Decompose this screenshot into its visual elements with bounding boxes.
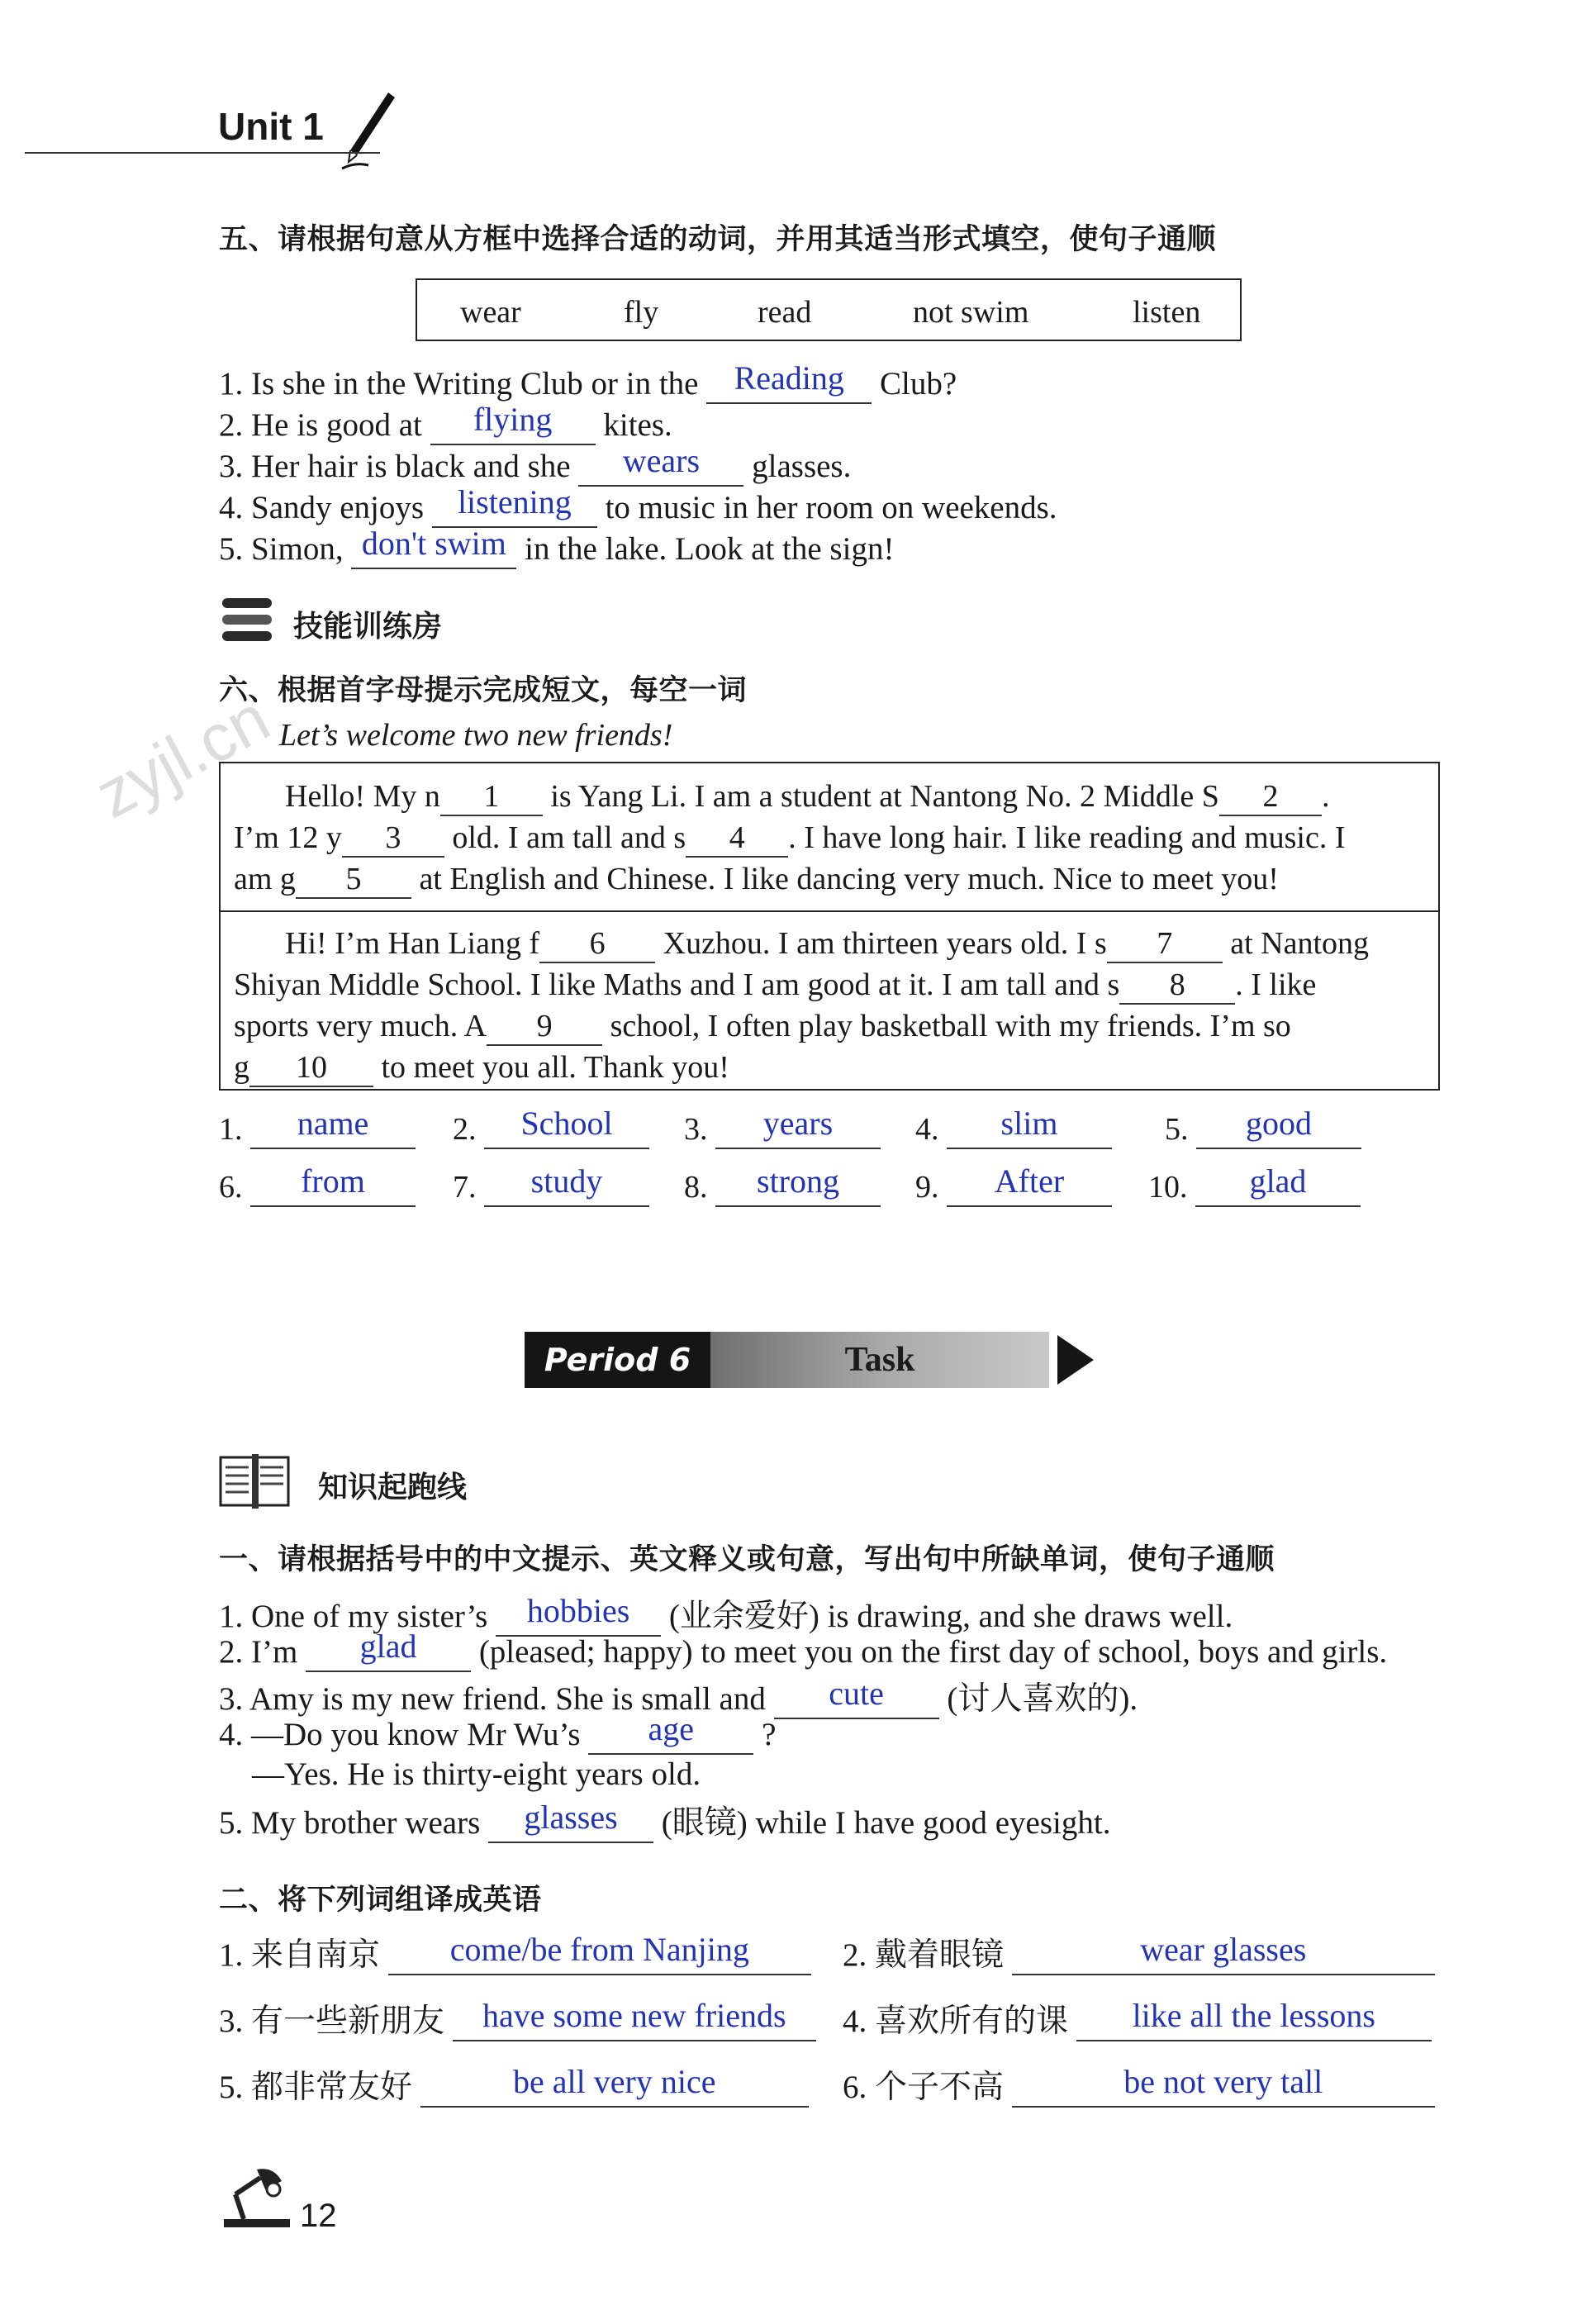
period-title: Task <box>710 1332 1049 1388</box>
exercise-item: 5. Simon, don't swim in the lake. Look at the sign! <box>219 529 894 569</box>
passage-line: I’m 12 y 3 old. I am tall and s 4 . I have long hair. I like reading and music. I <box>234 820 1346 858</box>
section5-heading: 五、请根据句意从方框中选择合适的动词，并用其适当形式填空，使句子通顺 <box>219 223 1217 256</box>
passage-box <box>219 762 1440 1091</box>
answer-blank: glasses <box>488 1803 653 1843</box>
answer-blank: glad <box>306 1632 471 1672</box>
knowledge-label: 知识起跑线 <box>318 1471 468 1504</box>
translation-item: 2. 戴着眼镜 wear glasses <box>843 1929 1435 1975</box>
exercise-item: —Yes. He is thirty-eight years old. <box>252 1756 701 1792</box>
pen-icon <box>339 89 397 176</box>
answer-item: 2. School <box>453 1109 649 1149</box>
exercise-item: 4. —Do you know Mr Wu’s age ? <box>219 1714 776 1755</box>
arrow-right-icon <box>1057 1335 1094 1385</box>
period-label: Period 6 <box>525 1332 710 1388</box>
answer-blank: age <box>588 1714 753 1755</box>
answer-blank: hobbies <box>496 1596 661 1637</box>
passage-line: g 10 to meet you all. Thank you! <box>234 1049 729 1087</box>
exercise-item: 2. I’m glad (pleased; happy) to meet you on the first day of school, boys and girls. <box>219 1632 1387 1672</box>
passage-line: Shiyan Middle School. I like Maths and I am good at it. I am tall and s 8 . I like <box>234 967 1316 1005</box>
answer-blank: listening <box>432 487 597 528</box>
unit-title: Unit 1 <box>218 105 324 148</box>
answer-item: 7. study <box>453 1167 649 1207</box>
box-word: wear <box>460 295 521 330</box>
exercise-item: 5. My brother wears glasses (眼镜) while I have good eyesight. <box>219 1797 1110 1843</box>
translation-item: 5. 都非常友好 be all very nice <box>219 2061 809 2108</box>
answer-blank: Reading <box>706 364 872 404</box>
answer-item: 8. strong <box>684 1167 881 1207</box>
answer-item: 1. name <box>219 1109 416 1149</box>
knowledge-heading-2: 二、将下列词组译成英语 <box>219 1884 542 1917</box>
translation-item: 1. 来自南京 come/be from Nanjing <box>219 1929 811 1975</box>
translation-item: 4. 喜欢所有的课 like all the lessons <box>843 1995 1432 2041</box>
knowledge-heading-1: 一、请根据括号中的中文提示、英文释义或句意，写出句中所缺单词，使句子通顺 <box>219 1543 1275 1576</box>
period-banner <box>525 1332 1095 1388</box>
answer-item: 4. slim <box>915 1109 1112 1149</box>
skills-icon <box>219 596 275 650</box>
passage-line: am g 5 at English and Chinese. I like dancing very much. Nice to meet you! <box>234 861 1279 899</box>
lamp-icon <box>219 2165 295 2235</box>
box-word: fly <box>624 295 659 330</box>
page-number: 12 <box>300 2198 337 2234</box>
answer-item: 9. After <box>915 1167 1112 1207</box>
answer-item: 3. years <box>684 1109 881 1149</box>
translation-item: 3. 有一些新朋友 have some new friends <box>219 1995 816 2041</box>
passage-divider <box>221 910 1438 912</box>
box-word: not swim <box>913 295 1029 330</box>
watermark: zyjl.cn <box>83 681 281 833</box>
answer-blank: wears <box>578 446 743 487</box>
exercise-item: 3. Her hair is black and she wears glasses. <box>219 446 851 487</box>
passage-line: sports very much. A 9 school, I often play basketball with my friends. I’m so <box>234 1008 1291 1046</box>
passage-title: Let’s welcome two new friends! <box>279 718 673 753</box>
skills-label: 技能训练房 <box>293 610 443 644</box>
answer-blank: cute <box>774 1679 939 1719</box>
answer-blank: don't swim <box>351 529 516 569</box>
answer-item: 6. from <box>219 1167 416 1207</box>
exercise-item: 2. He is good at flying kites. <box>219 405 672 445</box>
passage-line: Hello! My n 1 is Yang Li. I am a student at Nantong No. 2 Middle S 2 . <box>285 778 1329 816</box>
translation-item: 6. 个子不高 be not very tall <box>843 2061 1435 2108</box>
box-word: listen <box>1133 295 1201 330</box>
exercise-item: 3. Amy is my new friend. She is small and cute (讨人喜欢的). <box>219 1673 1138 1719</box>
exercise-item: 1. One of my sister’s hobbies (业余爱好) is drawing, and she draws well. <box>219 1590 1233 1637</box>
exercise-item: 4. Sandy enjoys listening to music in her room on weekends. <box>219 487 1057 528</box>
passage-line: Hi! I’m Han Liang f 6 Xuzhou. I am thirteen years old. I s 7 at Nantong <box>285 925 1369 963</box>
book-icon <box>219 1454 290 1513</box>
answer-item: 5. good <box>1165 1109 1361 1149</box>
section6-heading: 六、根据首字母提示完成短文，每空一词 <box>219 674 748 707</box>
exercise-item: 1. Is she in the Writing Club or in the Reading Club? <box>219 364 957 404</box>
answer-blank: flying <box>430 405 596 445</box>
header-rule <box>25 152 380 154</box>
answer-item: 10. glad <box>1148 1167 1361 1207</box>
box-word: read <box>758 295 812 330</box>
word-box <box>416 278 1242 341</box>
